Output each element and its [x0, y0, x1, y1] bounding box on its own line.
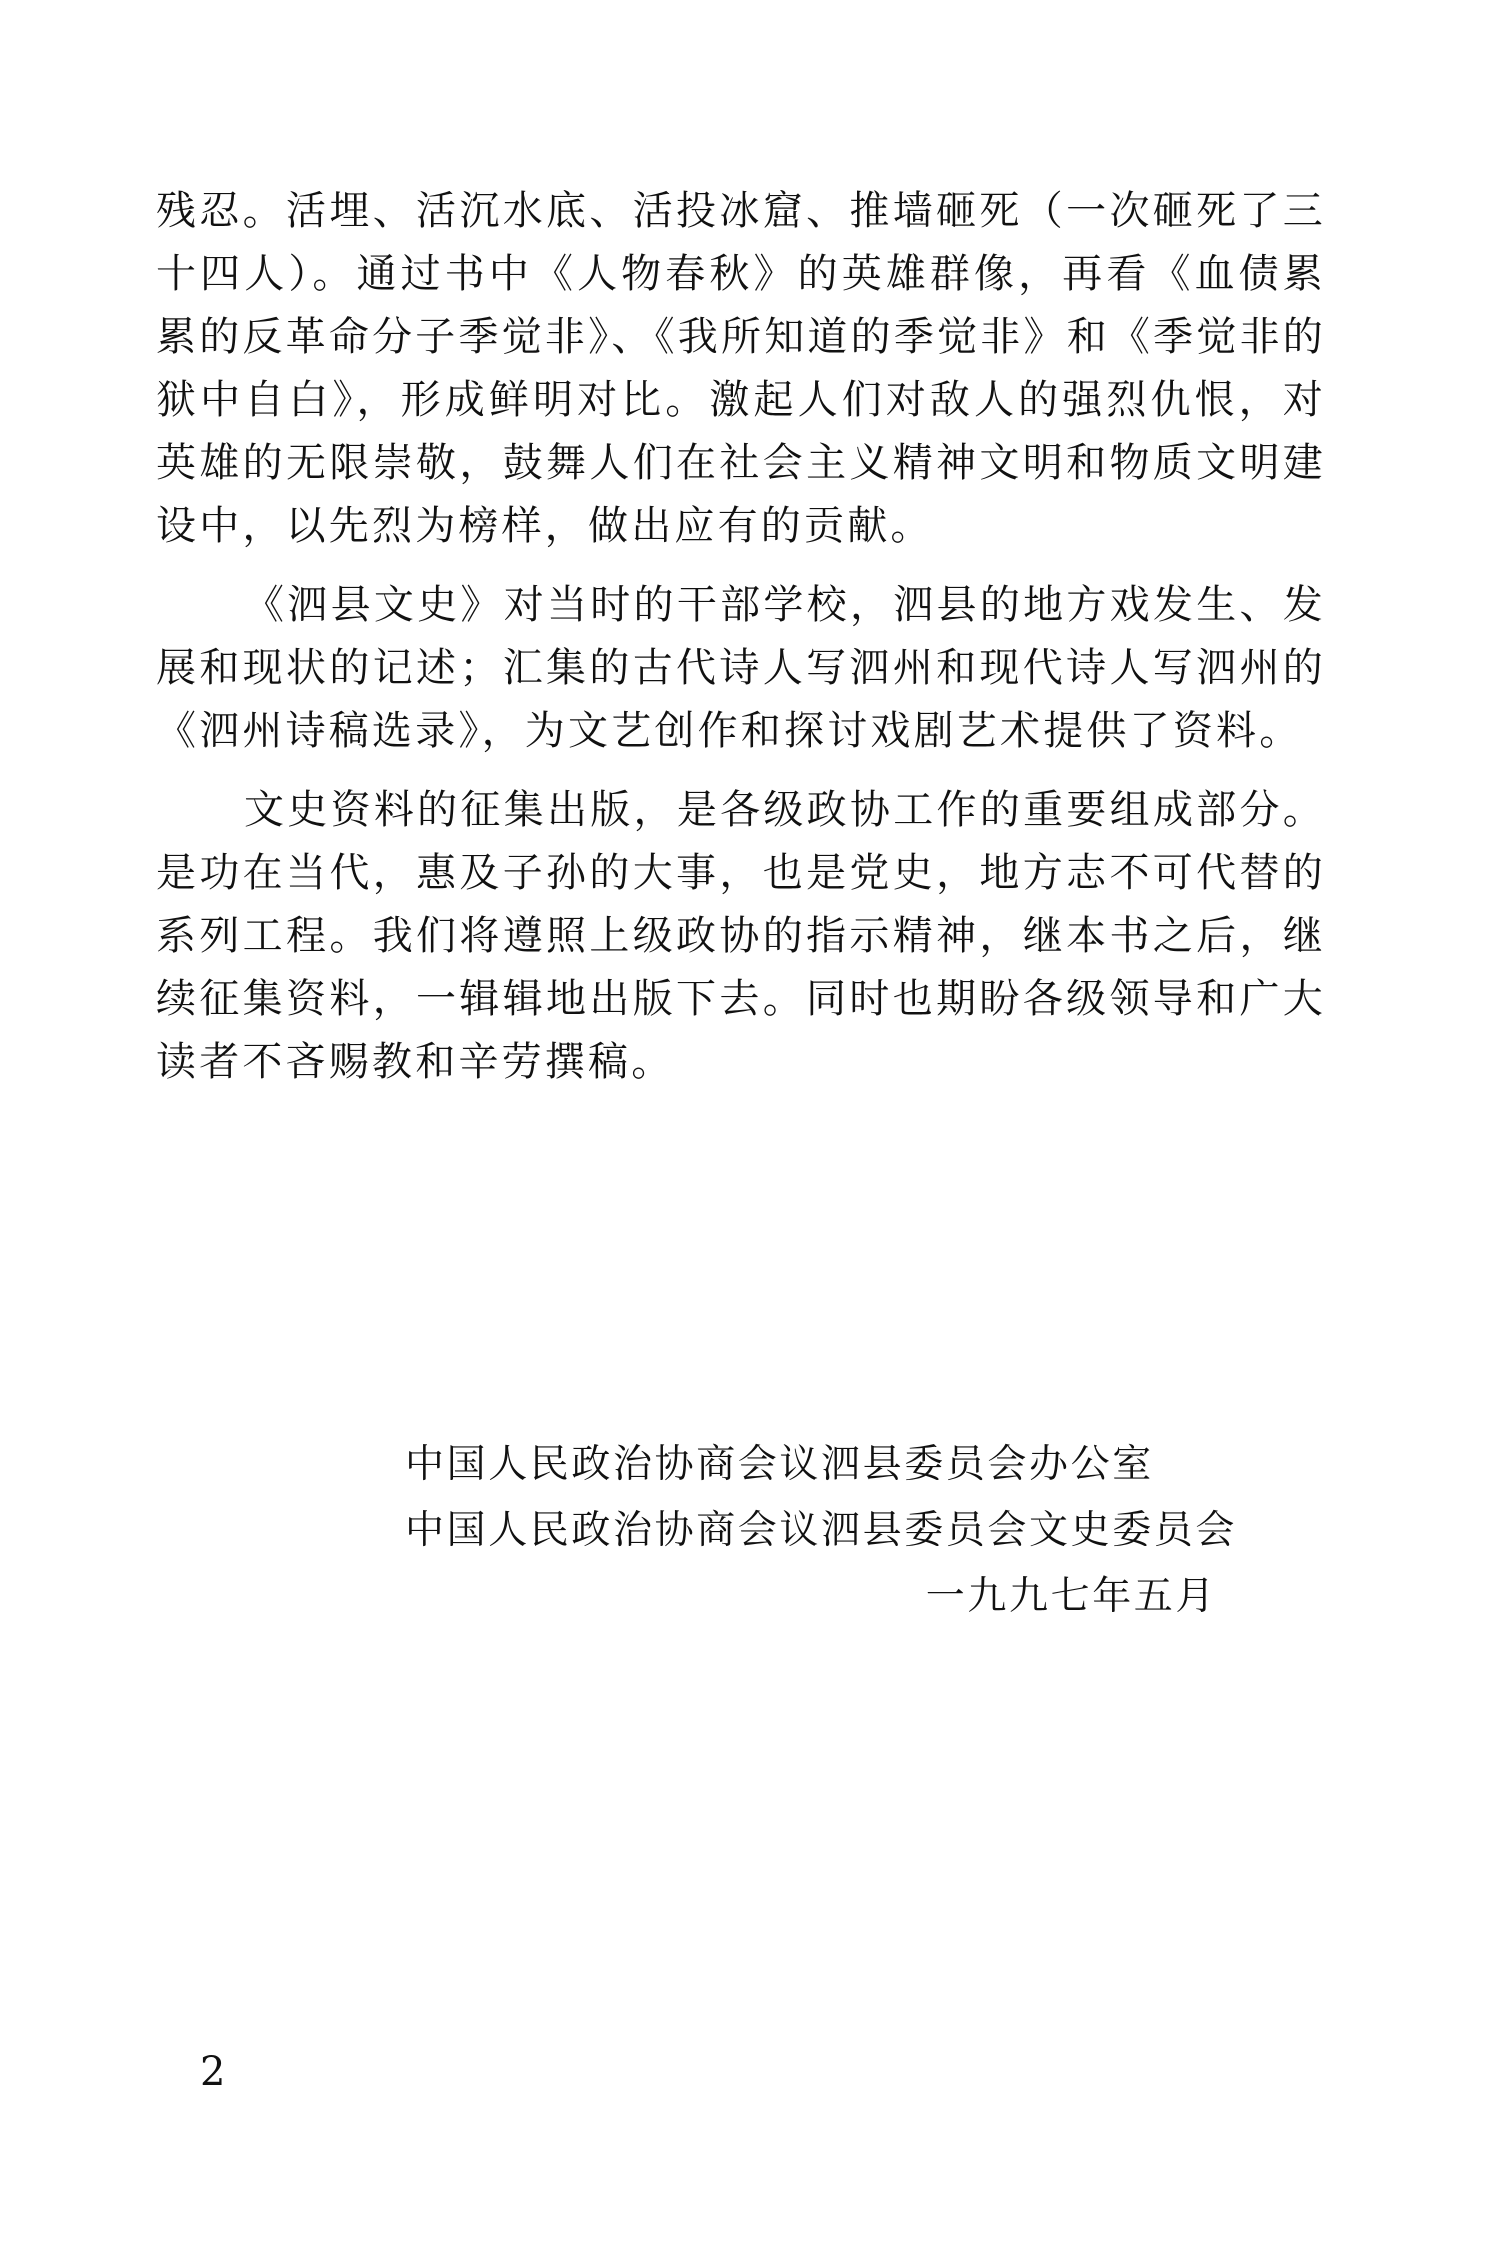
- page-number: 2: [200, 2049, 226, 2095]
- paragraph-2: 《泗县文史》对当时的干部学校，泗县的地方戏发生、发展和现状的记述；汇集的古代诗人写泗州和现代诗人写泗州的《泗州诗稿选录》，为文艺创作和探讨戏剧艺术提供了资料。: [156, 582, 1326, 754]
- signature-org-office: 中国人民政治协商会议泗县委员会办公室: [405, 1442, 1154, 1487]
- paragraph-3: 文史资料的征集出版，是各级政协工作的重要组成部分。是功在当代，惠及子孙的大事，也是党史，地方志不可代替的系列工程。我们将遵照上级政协的指示精神，继本书之后，继续征集资料，一辑辑地出版下去。同时也期盼各级领导和广大读者不吝赐教和辛劳撰稿。: [156, 787, 1326, 1085]
- signature-org-committee: 中国人民政治协商会议泗县委员会文史委员会: [405, 1508, 1238, 1553]
- paragraph-1: 残忍。活埋、活沉水底、活投冰窟、推墙砸死（一次砸死了三十四人）。通过书中《人物春秋》的英雄群像，再看《血债累累的反革命分子季觉非》、《我所知道的季觉非》和《季觉非的狱中自白》，形成鲜明对比。激起人们对敌人的强烈仇恨，对英雄的无限崇敬，鼓舞人们在社会主义精神文明和物质文明建设中，以先烈为榜样，做出应有的贡献。: [156, 188, 1326, 549]
- body-text: [156, 180, 1326, 1094]
- signature-block: [405, 1432, 1238, 1630]
- signature-date: 一九九七年五月: [925, 1574, 1217, 1619]
